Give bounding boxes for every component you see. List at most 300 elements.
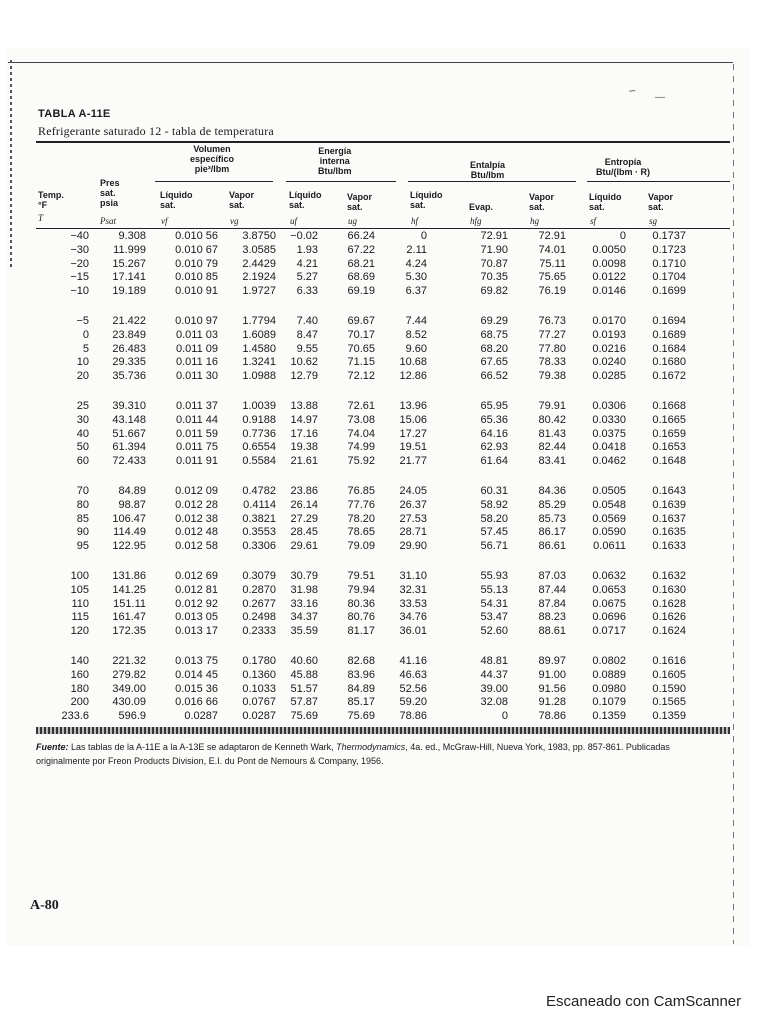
vg-cell: 0.9188 — [242, 413, 276, 426]
ug-cell: 75.69 — [347, 710, 375, 723]
uf-cell: 19.38 — [290, 441, 318, 454]
sg-header: Vapor sat. — [648, 192, 674, 212]
vf-cell: 0.011 16 — [175, 356, 218, 369]
vf-cell: 0.0287 — [184, 710, 218, 723]
temperature-cell: 30 — [76, 413, 89, 426]
pressure-cell: 430.09 — [112, 696, 146, 709]
vf-cell: 0.011 09 — [175, 342, 218, 355]
pressure-cell: 17.141 — [112, 271, 146, 284]
table-row — [0, 696, 768, 709]
hfg-cell: 61.64 — [480, 455, 508, 468]
hg-cell: 87.03 — [538, 570, 566, 582]
hfg-cell: 39.00 — [480, 682, 508, 695]
temperature-cell: 200 — [70, 696, 89, 709]
pressure-cell: 72.433 — [112, 455, 146, 468]
source-text-before: Las tablas de la A-11E a la A-13E se adaptaron de Kenneth Wark, — [68, 742, 337, 752]
hfg-cell: 72.91 — [480, 230, 508, 242]
ug-cell: 83.96 — [347, 668, 375, 681]
sg-cell: 0.1710 — [652, 257, 686, 270]
hf-cell: 6.37 — [405, 285, 427, 298]
sg-symbol: sg — [649, 216, 658, 226]
vf-cell: 0.011 91 — [175, 455, 218, 468]
ug-cell: 75.92 — [347, 455, 375, 468]
vf-cell: 0.014 45 — [175, 668, 218, 681]
uf-cell: 28.45 — [290, 526, 318, 539]
vg-cell: 0.3306 — [242, 540, 276, 553]
hg-cell: 82.44 — [538, 441, 566, 454]
table-row — [0, 540, 768, 553]
vg-cell: 2.4429 — [242, 257, 276, 270]
hg-cell: 78.86 — [538, 710, 566, 723]
table-row — [0, 370, 768, 383]
vg-cell: 0.3821 — [242, 512, 276, 525]
ug-cell: 76.85 — [347, 485, 375, 497]
hfg-cell: 65.36 — [480, 413, 508, 426]
hg-cell: 79.38 — [538, 370, 566, 383]
vg-cell: 0.2498 — [242, 611, 276, 624]
vg-symbol: vg — [230, 216, 239, 226]
sf-cell: 0.0050 — [592, 243, 626, 256]
hg-cell: 75.11 — [539, 257, 566, 270]
sf-cell: 0.0462 — [592, 455, 626, 468]
ug-cell: 82.68 — [347, 655, 375, 667]
hf-header: Líquido sat. — [410, 190, 443, 210]
pressure-cell: 29.335 — [112, 356, 146, 369]
enthalpy-group-rule — [408, 181, 576, 182]
hfg-cell: 32.08 — [480, 696, 508, 709]
vg-cell: 1.0039 — [242, 400, 276, 412]
temperature-cell: −30 — [70, 243, 89, 256]
hfg-cell: 69.29 — [480, 315, 508, 327]
sg-cell: 0.1590 — [652, 682, 686, 695]
sg-cell: 0.1605 — [652, 668, 686, 681]
ug-cell: 69.19 — [347, 285, 375, 298]
hg-cell: 74.01 — [538, 243, 566, 256]
hf-cell: 28.71 — [399, 526, 427, 539]
uf-cell: 5.27 — [296, 271, 318, 284]
page-top-border — [8, 62, 733, 63]
vf-cell: 0.010 56 — [175, 230, 218, 242]
pressure-symbol: Psat — [100, 216, 117, 226]
sg-cell: 0.1628 — [652, 597, 686, 610]
sg-cell: 0.1737 — [652, 230, 686, 242]
vf-cell: 0.011 44 — [175, 413, 218, 426]
vf-symbol: vf — [161, 216, 168, 226]
ug-cell: 66.24 — [347, 230, 375, 242]
hg-cell: 91.56 — [538, 682, 566, 695]
sf-cell: 0.0216 — [592, 342, 626, 355]
sg-cell: 0.1659 — [652, 427, 686, 440]
pressure-cell: 161.47 — [112, 611, 146, 624]
pressure-cell: 11.999 — [113, 243, 146, 256]
sf-cell: 0.0590 — [592, 526, 626, 539]
uf-cell: 26.14 — [290, 498, 318, 511]
uf-cell: −0.02 — [290, 230, 318, 242]
hg-cell: 75.65 — [538, 271, 566, 284]
hg-cell: 91.00 — [538, 668, 566, 681]
vg-cell: 0.4782 — [242, 485, 276, 497]
sf-cell: 0.0569 — [592, 512, 626, 525]
hg-cell: 86.61 — [538, 540, 566, 553]
ug-cell: 78.20 — [347, 512, 375, 525]
temperature-cell: 105 — [70, 583, 89, 596]
ug-cell: 81.17 — [347, 625, 375, 638]
vg-cell: 2.1924 — [242, 271, 276, 284]
header-bottom-rule — [36, 228, 730, 229]
sf-cell: 0.0418 — [592, 441, 626, 454]
temperature-cell: −5 — [76, 315, 89, 327]
uf-cell: 13.88 — [290, 400, 318, 412]
hg-cell: 89.97 — [538, 655, 566, 667]
table-row — [0, 611, 768, 624]
table-row — [0, 598, 768, 611]
hg-cell: 83.41 — [538, 455, 566, 468]
temperature-cell: 5 — [82, 342, 89, 355]
uf-cell: 33.16 — [290, 597, 318, 610]
sf-header: Líquido sat. — [589, 192, 622, 212]
vf-cell: 0.016 66 — [175, 696, 218, 709]
ug-cell: 67.22 — [347, 243, 375, 256]
ug-cell: 80.36 — [347, 597, 375, 610]
hg-cell: 88.23 — [538, 611, 566, 624]
sg-cell: 0.1643 — [652, 485, 686, 497]
sf-cell: 0.0611 — [593, 540, 626, 553]
ug-cell: 69.67 — [347, 315, 375, 327]
sf-cell: 0.0632 — [592, 570, 626, 582]
sf-cell: 0.0375 — [592, 427, 626, 440]
vg-cell: 0.1033 — [242, 682, 276, 695]
vg-cell: 1.0988 — [242, 370, 276, 383]
vf-cell: 0.012 58 — [175, 540, 218, 553]
pressure-cell: 114.49 — [113, 526, 146, 539]
ug-cell: 78.65 — [347, 526, 375, 539]
pressure-cell: 151.11 — [113, 597, 146, 610]
ug-cell: 72.12 — [347, 370, 375, 383]
hfg-cell: 69.82 — [480, 285, 508, 298]
vf-cell: 0.010 79 — [175, 257, 218, 270]
hf-cell: 9.60 — [405, 342, 427, 355]
vg-cell: 1.3241 — [242, 356, 276, 369]
hg-cell: 79.91 — [538, 400, 566, 412]
vf-cell: 0.010 97 — [175, 315, 218, 327]
source-label: Fuente: — [36, 742, 69, 752]
hf-cell: 31.10 — [399, 570, 427, 582]
uf-cell: 75.69 — [290, 710, 318, 723]
ug-header: Vapor sat. — [347, 192, 373, 212]
table-row — [0, 244, 768, 257]
uf-cell: 17.16 — [290, 427, 318, 440]
ug-cell: 77.76 — [347, 498, 375, 511]
table-row — [0, 329, 768, 342]
hg-cell: 85.29 — [538, 498, 566, 511]
pressure-cell: 43.148 — [112, 413, 146, 426]
hf-cell: 29.90 — [399, 540, 427, 553]
sg-cell: 0.1694 — [652, 315, 686, 327]
pressure-cell: 51.667 — [112, 427, 146, 440]
sf-cell: 0.0548 — [592, 498, 626, 511]
table-bottom-rule — [36, 727, 730, 734]
vg-cell: 0.0287 — [242, 710, 276, 723]
hfg-cell: 62.93 — [480, 441, 508, 454]
hfg-header: Evap. — [469, 202, 494, 212]
pressure-cell: 279.82 — [112, 668, 146, 681]
hg-cell: 78.33 — [538, 356, 566, 369]
vg-cell: 1.7794 — [242, 315, 276, 327]
hg-cell: 72.91 — [538, 230, 566, 242]
hf-cell: 8.52 — [405, 328, 427, 341]
sg-cell: 0.1648 — [652, 455, 686, 468]
hg-cell: 77.27 — [538, 328, 566, 341]
ug-cell: 70.17 — [347, 328, 375, 341]
vf-cell: 0.012 81 — [175, 583, 218, 596]
hfg-cell: 66.52 — [480, 370, 508, 383]
hfg-cell: 54.31 — [480, 597, 508, 610]
sg-cell: 0.1723 — [652, 243, 686, 256]
vf-cell: 0.011 37 — [175, 400, 218, 412]
pressure-cell: 35.736 — [112, 370, 146, 383]
vg-cell: 0.2677 — [242, 597, 276, 610]
hf-cell: 7.44 — [405, 315, 427, 327]
temperature-cell: 95 — [76, 540, 89, 553]
pressure-cell: 21.422 — [112, 315, 146, 327]
temperature-cell: 50 — [76, 441, 89, 454]
hf-cell: 26.37 — [399, 498, 427, 511]
sf-cell: 0.0330 — [592, 413, 626, 426]
vg-cell: 0.1780 — [242, 655, 276, 667]
hfg-cell: 57.45 — [480, 526, 508, 539]
sg-cell: 0.1704 — [652, 271, 686, 284]
uf-cell: 35.59 — [290, 625, 318, 638]
uf-cell: 34.37 — [290, 611, 318, 624]
hfg-cell: 64.16 — [480, 427, 508, 440]
sg-cell: 0.1672 — [652, 370, 686, 383]
sg-cell: 0.1684 — [652, 342, 686, 355]
pressure-cell: 596.9 — [118, 710, 146, 723]
sf-symbol: sf — [590, 216, 597, 226]
temperature-cell: 70 — [76, 485, 89, 497]
temperature-cell: −15 — [70, 271, 89, 284]
vf-cell: 0.011 03 — [175, 328, 218, 341]
vf-cell: 0.012 69 — [175, 570, 218, 582]
pressure-cell: 221.32 — [112, 655, 146, 667]
hf-cell: 32.31 — [399, 583, 427, 596]
table-row — [0, 428, 768, 441]
temperature-cell: 120 — [70, 625, 89, 638]
vf-cell: 0.010 85 — [175, 271, 218, 284]
hf-symbol: hf — [411, 216, 419, 226]
sf-cell: 0.0122 — [592, 271, 626, 284]
temperature-cell: 10 — [76, 356, 89, 369]
sf-cell: 0.0653 — [592, 583, 626, 596]
sg-cell: 0.1668 — [652, 400, 686, 412]
hf-cell: 41.16 — [399, 655, 427, 667]
temperature-cell: 233.6 — [61, 710, 89, 723]
pressure-cell: 23.849 — [112, 328, 146, 341]
sf-cell: 0.0146 — [592, 285, 626, 298]
scanner-watermark: Escaneado con CamScanner — [546, 993, 742, 1010]
hf-cell: 2.11 — [406, 243, 427, 256]
vf-cell: 0.013 05 — [175, 611, 218, 624]
hfg-cell: 60.31 — [480, 485, 508, 497]
uf-cell: 21.61 — [290, 455, 318, 468]
temperature-cell: −40 — [70, 230, 89, 242]
vf-cell: 0.013 75 — [175, 655, 218, 667]
hfg-cell: 58.20 — [480, 512, 508, 525]
ug-cell: 70.65 — [347, 342, 375, 355]
hf-cell: 5.30 — [405, 271, 427, 284]
hf-cell: 52.56 — [399, 682, 427, 695]
temperature-cell: 180 — [70, 682, 89, 695]
uf-cell: 14.97 — [290, 413, 318, 426]
sg-cell: 0.1626 — [652, 611, 686, 624]
temperature-cell: 40 — [76, 427, 89, 440]
vf-header: Líquido sat. — [160, 190, 193, 210]
hf-cell: 33.53 — [399, 597, 427, 610]
temperature-cell: 160 — [70, 668, 89, 681]
hg-cell: 76.73 — [538, 315, 566, 327]
hfg-cell: 65.95 — [480, 400, 508, 412]
hfg-cell: 70.35 — [480, 271, 508, 284]
vg-cell: 0.0767 — [242, 696, 276, 709]
ug-cell: 85.17 — [347, 696, 375, 709]
table-row — [0, 315, 768, 328]
table-row — [0, 513, 768, 526]
ug-cell: 74.04 — [347, 427, 375, 440]
hfg-cell: 67.65 — [480, 356, 508, 369]
hf-cell: 21.77 — [399, 455, 427, 468]
table-row — [0, 584, 768, 597]
table-row — [0, 441, 768, 454]
hfg-cell: 71.90 — [480, 243, 508, 256]
sg-cell: 0.1639 — [652, 498, 686, 511]
uf-symbol: uf — [290, 216, 298, 226]
hf-cell: 59.20 — [399, 696, 427, 709]
sg-cell: 0.1565 — [652, 696, 686, 709]
sg-cell: 0.1653 — [652, 441, 686, 454]
ug-symbol: ug — [348, 216, 357, 226]
vg-cell: 0.6554 — [242, 441, 276, 454]
sg-cell: 0.1699 — [652, 285, 686, 298]
sf-cell: 0.1359 — [592, 710, 626, 723]
ug-cell: 68.21 — [347, 257, 375, 270]
sg-cell: 0.1637 — [652, 512, 686, 525]
table-row — [0, 710, 768, 723]
sf-cell: 0.0889 — [592, 668, 626, 681]
temperature-cell: 20 — [76, 370, 89, 383]
uf-cell: 29.61 — [290, 540, 318, 553]
ug-cell: 79.94 — [347, 583, 375, 596]
temp-header: Temp. °F — [38, 190, 64, 210]
table-row — [0, 455, 768, 468]
hg-cell: 86.17 — [538, 526, 566, 539]
uf-cell: 45.88 — [290, 668, 318, 681]
hfg-cell: 68.20 — [480, 342, 508, 355]
pressure-cell: 122.95 — [112, 540, 146, 553]
table-row — [0, 271, 768, 284]
header-top-rule — [36, 141, 730, 143]
table-row — [0, 655, 768, 668]
hg-cell: 85.73 — [538, 512, 566, 525]
hg-cell: 80.42 — [538, 413, 566, 426]
pressure-cell: 98.87 — [118, 498, 146, 511]
volume-group-header: Volumen específico pie³/lbm — [190, 144, 235, 174]
vf-cell: 0.013 17 — [175, 625, 218, 638]
table-row — [0, 499, 768, 512]
uf-cell: 1.93 — [296, 243, 318, 256]
table-row — [0, 400, 768, 413]
table-row — [0, 285, 768, 298]
hg-cell: 87.84 — [538, 597, 566, 610]
pressure-cell: 172.35 — [112, 625, 146, 638]
hfg-cell: 68.75 — [480, 328, 508, 341]
hf-cell: 36.01 — [399, 625, 427, 638]
pressure-cell: 39.310 — [112, 400, 146, 412]
pressure-cell: 349.00 — [112, 682, 146, 695]
volume-group-rule — [155, 181, 273, 182]
hfg-cell: 58.92 — [480, 498, 508, 511]
entropy-group-header: Entropía Btu/(lbm · R) — [596, 157, 650, 177]
vf-cell: 0.012 28 — [175, 498, 218, 511]
vf-cell: 0.012 38 — [175, 512, 218, 525]
pressure-cell: 19.189 — [112, 285, 146, 298]
uf-cell: 51.57 — [290, 682, 318, 695]
hf-cell: 15.06 — [399, 413, 427, 426]
pressure-cell: 9.308 — [118, 230, 146, 242]
hg-cell: 81.43 — [538, 427, 566, 440]
table-row — [0, 258, 768, 271]
pressure-cell: 26.483 — [112, 342, 146, 355]
entropy-group-rule — [587, 181, 730, 182]
hf-cell: 12.86 — [399, 370, 427, 383]
hg-cell: 77.80 — [538, 342, 566, 355]
temperature-cell: −10 — [70, 285, 89, 298]
scan-mark: — — [655, 92, 665, 103]
uf-cell: 7.40 — [296, 315, 318, 327]
sf-cell: 0.0696 — [592, 611, 626, 624]
ug-cell: 79.51 — [347, 570, 375, 582]
sf-cell: 0.0717 — [592, 625, 626, 638]
vg-cell: 0.3079 — [242, 570, 276, 582]
sg-cell: 0.1630 — [652, 583, 686, 596]
sf-cell: 0.0240 — [592, 356, 626, 369]
vf-cell: 0.015 36 — [175, 682, 218, 695]
table-row — [0, 230, 768, 243]
pressure-header: Pres sat. psia — [100, 178, 120, 208]
temperature-cell: 60 — [76, 455, 89, 468]
vf-cell: 0.010 67 — [175, 243, 218, 256]
source-book-title: Thermodynamics — [336, 742, 406, 752]
ug-cell: 71.15 — [347, 356, 375, 369]
hf-cell: 13.96 — [399, 400, 427, 412]
uf-cell: 8.47 — [296, 328, 318, 341]
temperature-cell: 140 — [70, 655, 89, 667]
uf-cell: 27.29 — [290, 512, 318, 525]
hfg-cell: 56.71 — [480, 540, 508, 553]
sg-cell: 0.1359 — [652, 710, 686, 723]
hg-cell: 84.36 — [538, 485, 566, 497]
sg-cell: 0.1689 — [652, 328, 686, 341]
energy-group-header: Energía interna Btu/lbm — [318, 146, 352, 176]
hf-cell: 34.76 — [399, 611, 427, 624]
sf-cell: 0.0802 — [592, 655, 626, 667]
temperature-cell: 110 — [71, 597, 89, 610]
uf-cell: 40.60 — [290, 655, 318, 667]
temperature-cell: −20 — [70, 257, 89, 270]
sf-cell: 0.0098 — [592, 257, 626, 270]
vg-cell: 0.1360 — [242, 668, 276, 681]
hfg-cell: 53.47 — [480, 611, 508, 624]
source-note — [36, 740, 706, 768]
